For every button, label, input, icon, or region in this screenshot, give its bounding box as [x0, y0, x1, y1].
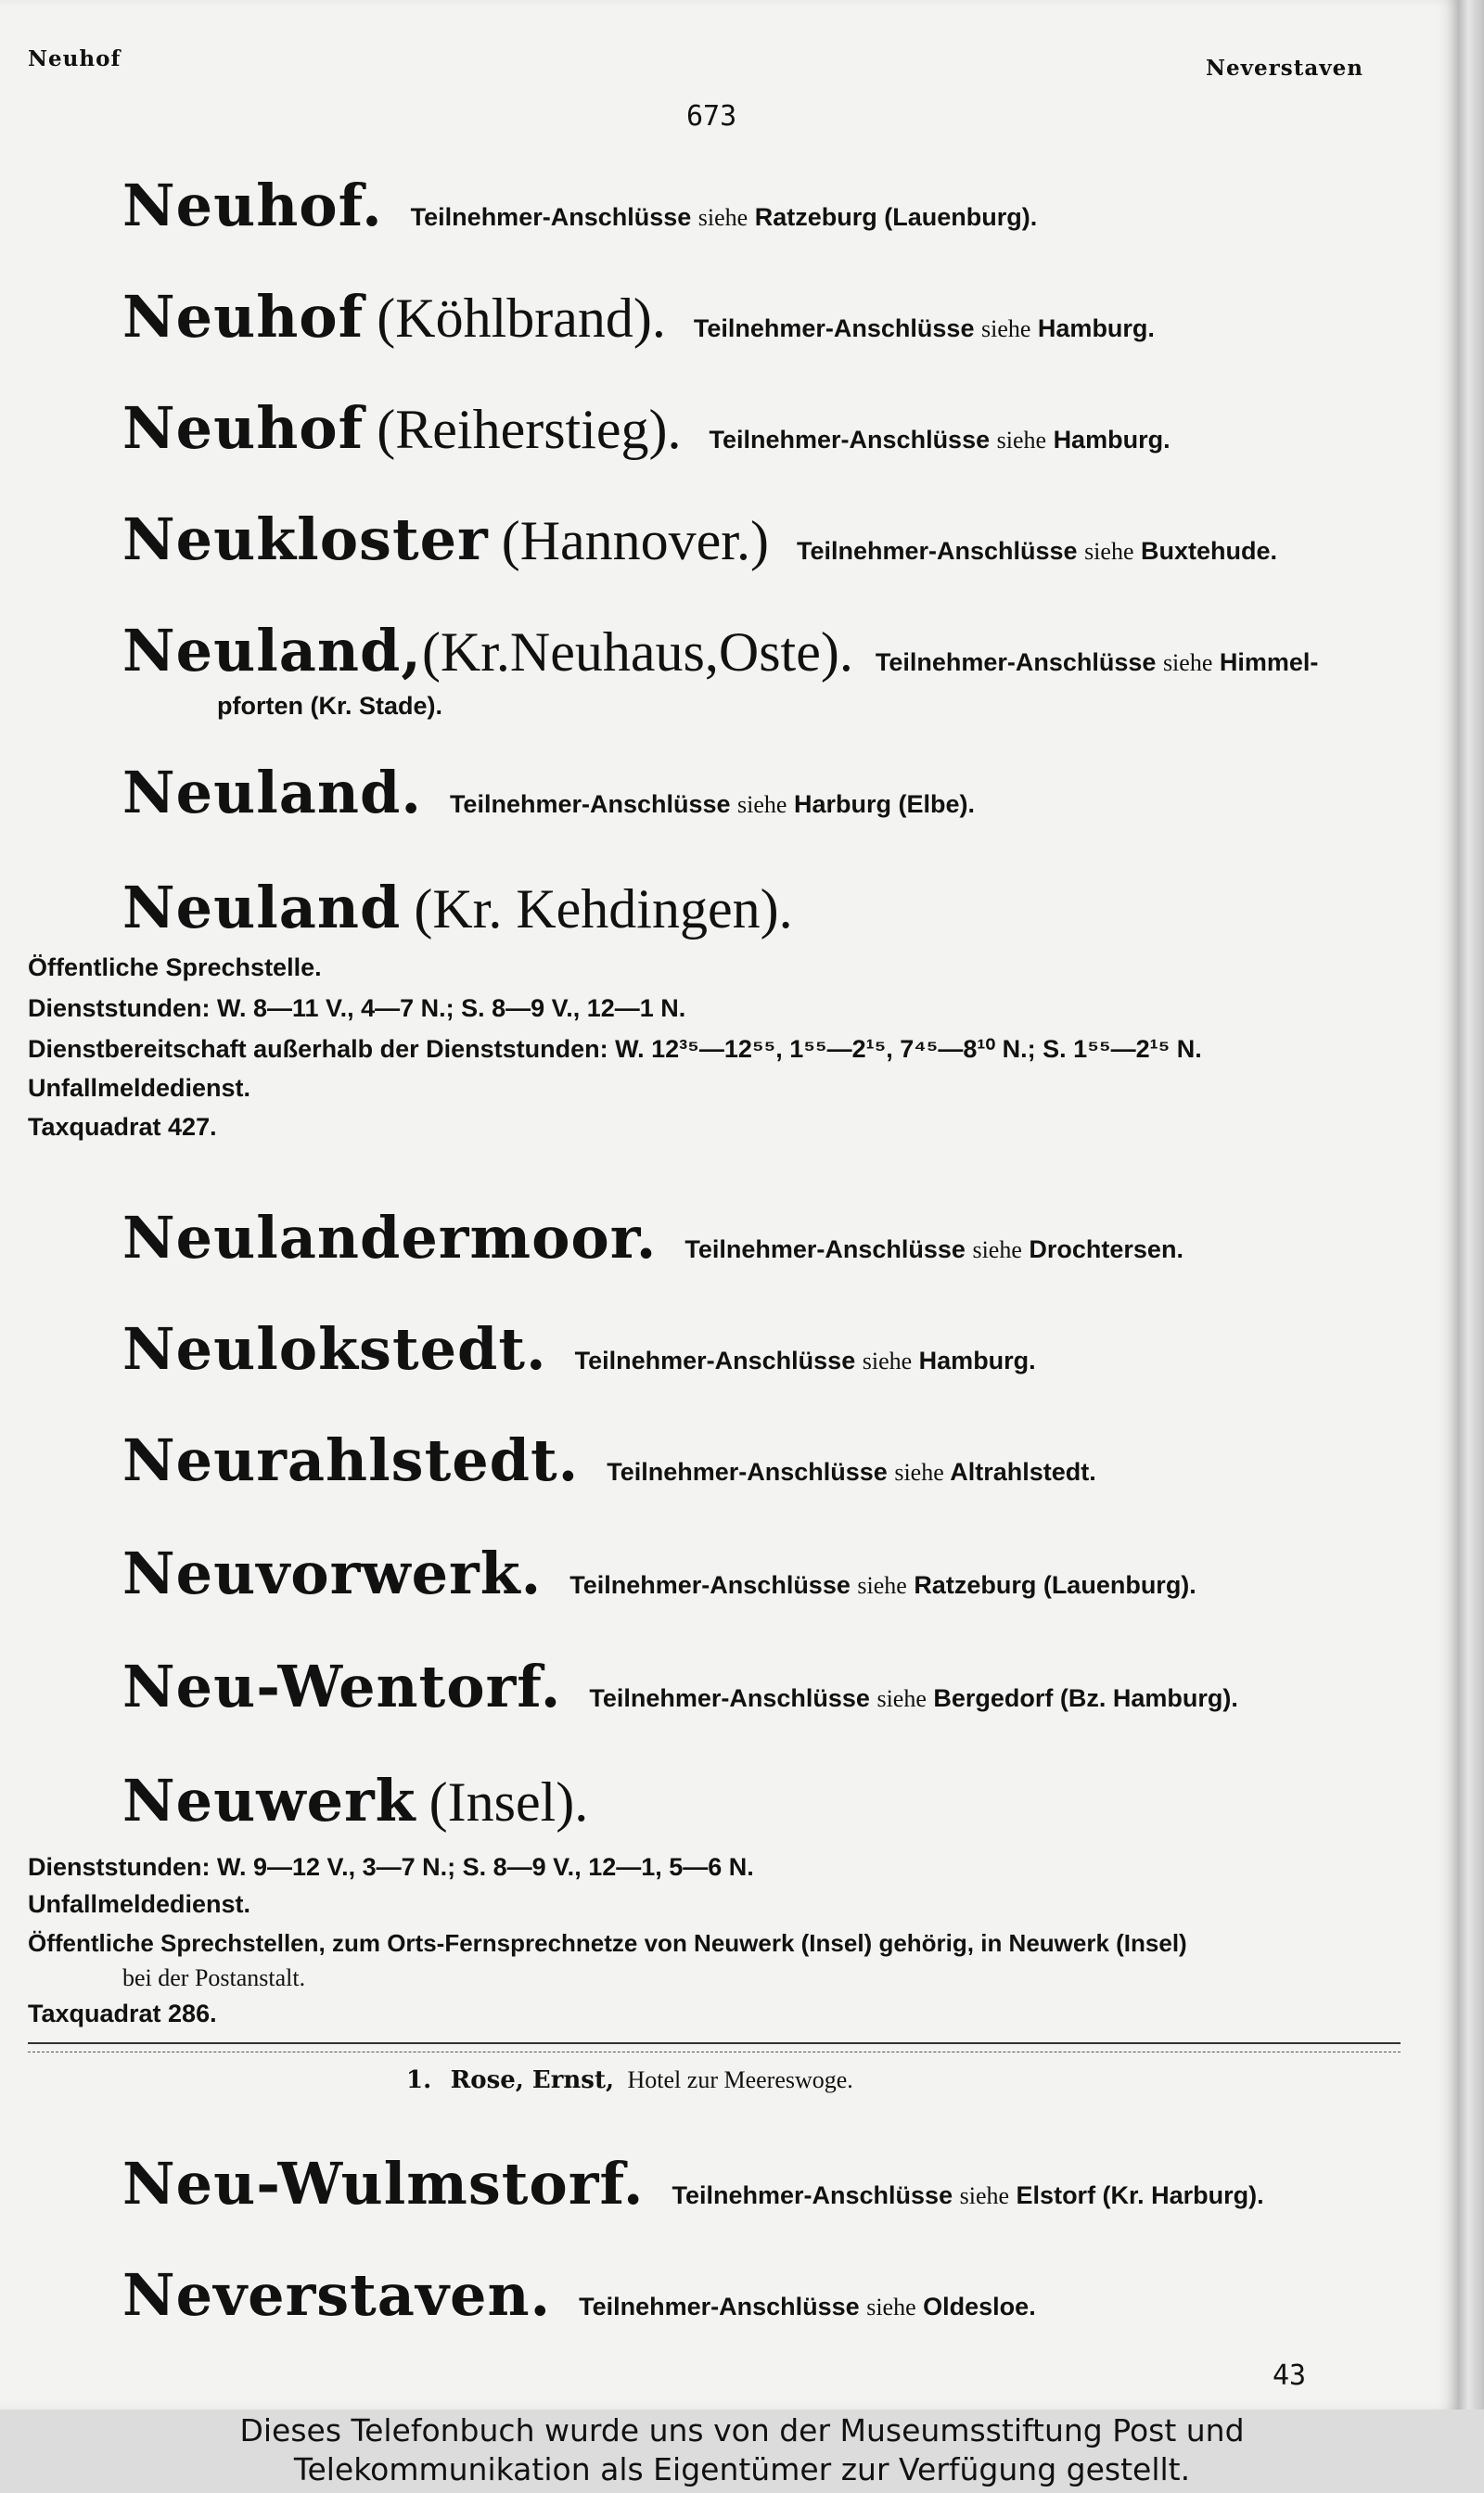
page-number: 673 — [686, 100, 737, 133]
caption-line-2: Telekommunikation als Eigentümer zur Verfügung gestellt. — [293, 2451, 1191, 2487]
entry-qualifier: (Kr. Kehdingen). — [414, 878, 793, 940]
entry-reference: Teilnehmer-Anschlüsse siehe Harburg (Elbe). — [449, 790, 975, 818]
entry-name: Neuland, — [122, 617, 422, 684]
detail-line: Unfallmeldedienst. — [28, 1074, 251, 1102]
detail-line: Unfallmeldedienst. — [28, 1890, 251, 1918]
entry-reference: Teilnehmer-Anschlüsse siehe Altrahlstedt. — [607, 1458, 1096, 1486]
entry-name: Neverstaven. — [122, 2261, 552, 2329]
entry-neuhof-koehlbrand — [122, 283, 1155, 351]
entry-reference: Teilnehmer-Anschlüsse siehe Bergedorf (Bz. Hamburg). — [589, 1684, 1238, 1712]
footer-page-number: 43 — [1273, 2359, 1307, 2392]
detail-line: Taxquadrat 286. — [28, 2000, 217, 2027]
entry-name: Neulokstedt. — [122, 1315, 547, 1383]
entry-name: Neuhof — [122, 394, 365, 462]
page-edge — [1458, 0, 1484, 2410]
entry-neukloster — [122, 505, 1277, 573]
detail-line: bei der Postanstalt. — [122, 1964, 306, 1991]
entry-name: Neulandermoor. — [122, 1204, 658, 1272]
caption-line-1: Dieses Telefonbuch wurde uns von der Museumsstiftung Post und — [239, 2412, 1245, 2448]
entry-neu-wentorf — [122, 1653, 1238, 1720]
entry-name: Neukloster — [122, 505, 489, 573]
entry-qualifier: (Reiherstieg). — [377, 399, 682, 460]
running-head-right: Neverstaven — [1206, 56, 1363, 81]
entry-name: Neuhof. — [122, 172, 383, 239]
entry-neuland-kehdingen — [122, 874, 793, 941]
entry-neurahlstedt — [122, 1426, 1096, 1494]
subscriber-number: 1. — [406, 2066, 432, 2094]
entry-neuvorwerk — [122, 1540, 1196, 1607]
subscriber-name: Rose, Ernst, — [450, 2066, 615, 2094]
entry-name: Neu-Wentorf. — [122, 1653, 562, 1720]
entry-neuwerk — [122, 1767, 588, 1835]
entry-name: Neurahlstedt. — [122, 1426, 580, 1494]
entry-continuation: pforten (Kr. Stade). — [217, 692, 443, 720]
entry-qualifier: (Kr.Neuhaus,Oste). — [421, 621, 853, 683]
entry-neuhof-reiherstieg — [122, 394, 1171, 462]
detail-line: Öffentliche Sprechstelle. — [28, 953, 322, 981]
entry-reference: Teilnehmer-Anschlüsse siehe Oldesloe. — [579, 2293, 1036, 2320]
divider — [28, 2042, 1401, 2044]
entry-neulokstedt — [122, 1315, 1036, 1383]
entry-neuland — [122, 759, 975, 826]
entry-reference: Teilnehmer-Anschlüsse siehe Buxtehude. — [796, 537, 1278, 565]
entry-name: Neu-Wulmstorf. — [122, 2150, 645, 2218]
entry-qualifier: (Insel). — [429, 1771, 589, 1833]
entry-reference: Teilnehmer-Anschlüsse siehe Hamburg. — [574, 1347, 1036, 1374]
running-head-left: Neuhof — [28, 46, 122, 71]
entry-reference: Teilnehmer-Anschlüsse siehe Himmel- — [875, 648, 1319, 676]
entry-reference: Teilnehmer-Anschlüsse siehe Elstorf (Kr. Harburg). — [672, 2181, 1264, 2209]
entry-neuhof — [122, 172, 1037, 239]
entry-neuland-neuhaus — [122, 617, 1318, 684]
entry-reference: Teilnehmer-Anschlüsse siehe Drochtersen. — [684, 1235, 1183, 1263]
detail-line: Dienststunden: W. 8—11 V., 4—7 N.; S. 8—9 V., 12—1 N. — [28, 994, 686, 1022]
entry-neverstaven — [122, 2261, 1036, 2329]
archive-caption — [0, 2410, 1484, 2493]
entry-qualifier: (Köhlbrand). — [377, 288, 666, 349]
entry-reference: Teilnehmer-Anschlüsse siehe Ratzeburg (Lauenburg). — [569, 1571, 1196, 1599]
entry-reference: Teilnehmer-Anschlüsse siehe Ratzeburg (Lauenburg). — [410, 203, 1038, 231]
entry-name: Neuland. — [122, 759, 422, 826]
entry-name: Neuvorwerk. — [122, 1540, 543, 1607]
detail-line: Dienstbereitschaft außerhalb der Dienststunden: W. 12³⁵—12⁵⁵, 1⁵⁵—2¹⁵, 7⁴⁵—8¹⁰ N.; S. 1⁵⁵—2¹⁵ N. — [28, 1035, 1202, 1063]
entry-qualifier: (Hannover.) — [501, 510, 769, 571]
entry-reference: Teilnehmer-Anschlüsse siehe Hamburg. — [709, 426, 1171, 454]
entry-name: Neuwerk — [122, 1767, 416, 1835]
entry-reference: Teilnehmer-Anschlüsse siehe Hamburg. — [693, 314, 1155, 342]
subscriber-detail: Hotel zur Meereswoge. — [627, 2066, 853, 2093]
detail-line: Dienststunden: W. 9—12 V., 3—7 N.; S. 8—9 V., 12—1, 5—6 N. — [28, 1853, 754, 1881]
detail-line: Taxquadrat 427. — [28, 1113, 217, 1141]
entry-neulandermoor — [122, 1204, 1183, 1272]
entry-neu-wulmstorf — [122, 2150, 1264, 2218]
detail-line: Öffentliche Sprechstellen, zum Orts-Fernsprechnetze von Neuwerk (Insel) gehörig, in Neuwerk (Insel) — [28, 1929, 1187, 1957]
subscriber-line — [406, 2066, 853, 2094]
entry-name: Neuhof — [122, 283, 365, 351]
entry-name: Neuland — [122, 874, 402, 941]
